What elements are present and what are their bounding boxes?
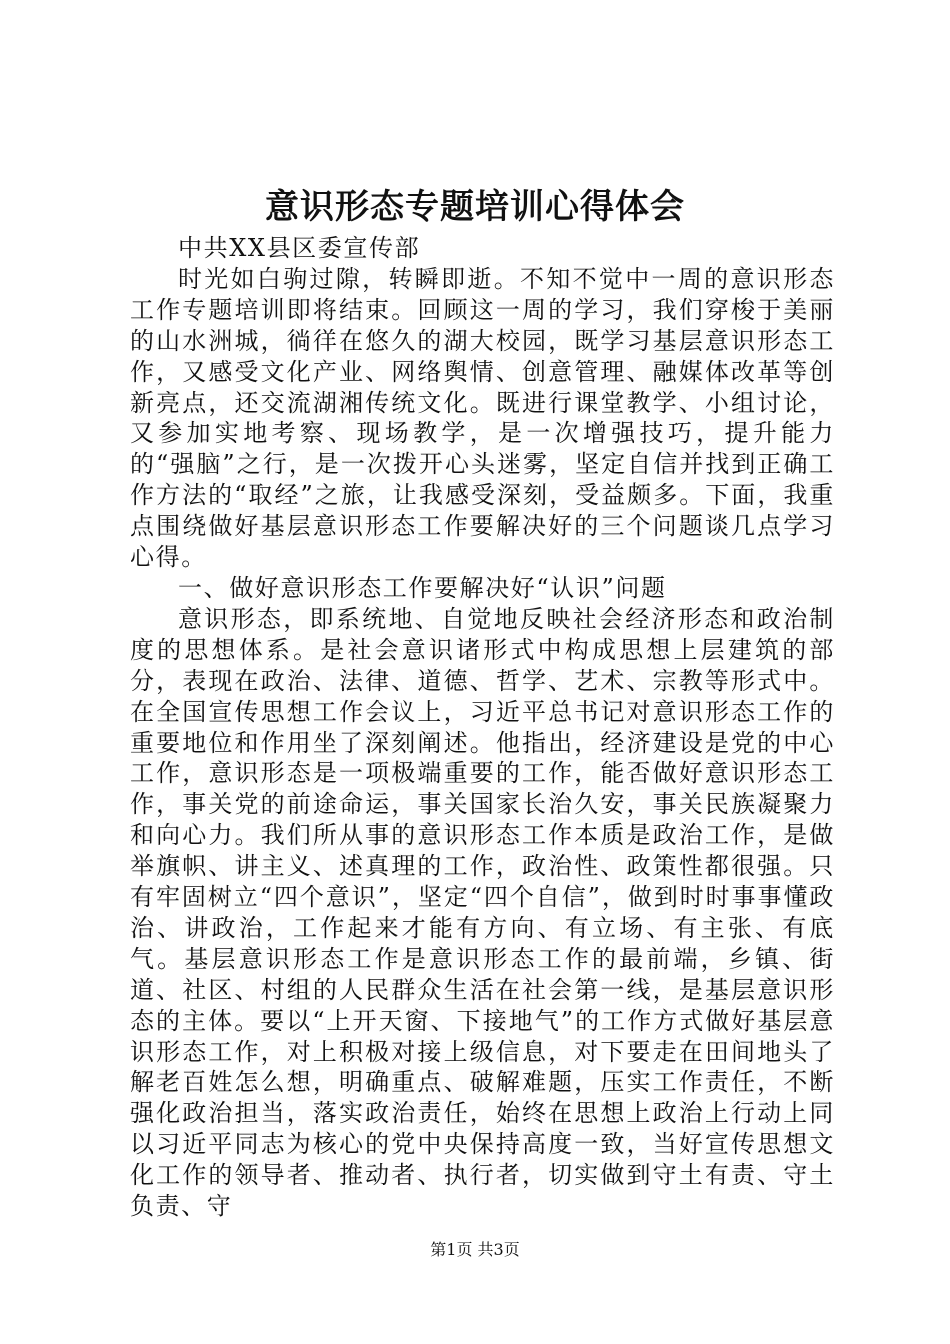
page-number-footer: 第1页 共3页 [430,1240,520,1259]
section-heading: 一、做好意识形态工作要解决好“认识”问题 [178,573,667,602]
document-title: 意识形态专题培训心得体会 [265,187,685,227]
intro-paragraph: 时光如白驹过隙，转瞬即逝。不知不觉中一周的意识形态工作专题培训即将结束。回顾这一周的学习，我们穿梭于美丽的山水洲城，徜徉在悠久的湖大校园，既学习基层意识形态工作，又感受文化产业、网络舆情、创意管理、融媒体改革等创新亮点，还交流湖湘传统文化。既进行课堂教学、小组讨论，又参加实地考察、现场教学，是一次增强技巧，提升能力的“强脑”之行，是一次拨开心头迷雾，坚定自信并找到正确工作方法的“取经”之旅，让我感受深刻，受益颇多。下面，我重点围绕做好基层意识形态工作要解决好的三个问题谈几点学习心得。 [130,264,835,572]
body-paragraph: 意识形态，即系统地、自觉地反映社会经济形态和政治制度的思想体系。是社会意识诸形式中构成思想上层建筑的部分，表现在政治、法律、道德、哲学、艺术、宗教等形式中。在全国宣传思想工作会议上，习近平总书记对意识形态工作的重要地位和作用坐了深刻阐述。他指出，经济建设是党的中心工作，意识形态是一项极端重要的工作，能否做好意识形态工作，事关党的前途命运，事关国家长治久安，事关民族凝聚力和向心力。我们所从事的意识形态工作本质是政治工作，是做举旗帜、讲主义、述真理的工作，政治性、政策性都很强。只有牢固树立“四个意识”，坚定“四个自信”，做到时时事事懂政治、讲政治，工作起来才能有方向、有立场、有主张、有底气。基层意识形态工作是意识形态工作的最前端，乡镇、街道、社区、村组的人民群众生活在社会第一线，是基层意识形态的主体。要以“上开天窗、下接地气”的工作方式做好基层意识形态工作，对上积极对接上级信息，对下要走在田间地头了解老百姓怎么想，明确重点、破解难题，压实工作责任，不断强化政治担当，落实政治责任，始终在思想上政治上行动上同以习近平同志为核心的党中央保持高度一致，当好宣传思想文化工作的领导者、推动者、执行者，切实做到守土有责、守土负责、守 [130,604,835,1221]
author-line: 中共XX县区委宣传部 [178,234,421,262]
document-body [130,233,835,1222]
